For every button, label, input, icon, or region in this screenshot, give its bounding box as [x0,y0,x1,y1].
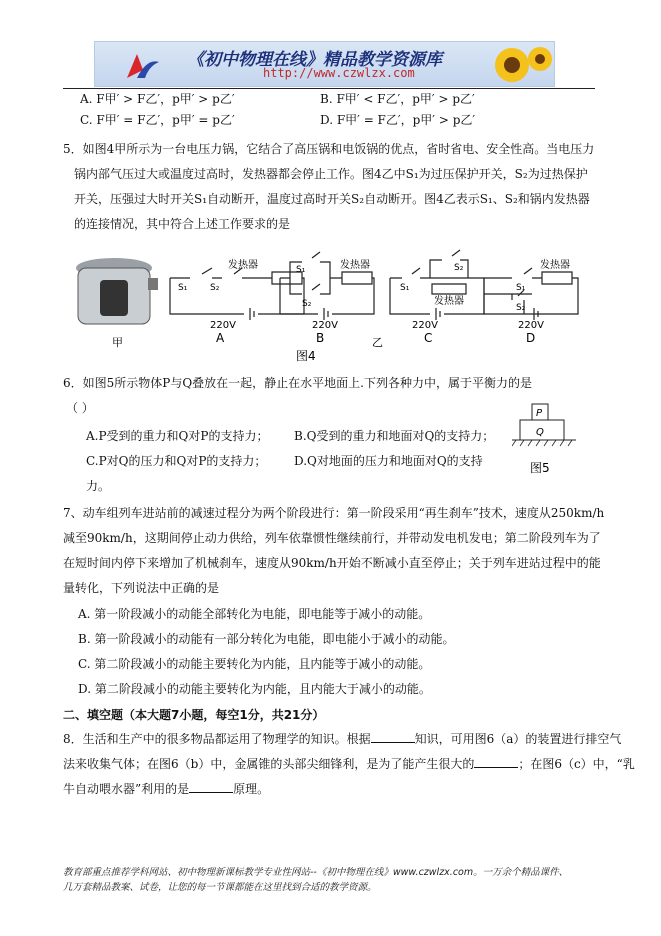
q7-line: 在短时间内停下来增加了机械刹车，速度从90km/h开始不断减小直至停止；关于列车进站过程中的能 [63,556,601,570]
q5-line: 开关，压强过大时开关S₁自动断开，温度过高时开关S₂自动断开。图4乙表示S₁、S₂和锅内发热器 [74,192,590,206]
label-jia: 甲 [112,336,123,349]
section-title: 二、填空题（本大题7小题，每空1分，共21分） [63,708,325,722]
heater-label: 发热器 [540,260,570,271]
footer-line-2: 几万套精品教案、试卷，让您的每一节课都能在这里找到合适的教学资源。 [63,882,377,893]
banner-url: http://www.czwlzx.com [263,66,415,80]
figure-5 [512,402,578,480]
q7-line: 减至90km/h，这期间停止动力供给，列车依靠惯性继续前行，并带动发电机发电；第二阶段列车为了 [63,531,601,545]
figure-5-caption: 图5 [530,461,550,475]
figure-4-caption: 图4 [296,349,316,363]
q7-option-a: A. 第一阶段减小的动能全部转化为电能，即电能等于减小的动能。 [78,607,431,621]
q7-option-c: C. 第二阶段减小的动能主要转化为内能，且内能等于减小的动能。 [78,657,431,671]
q6-option-c: C.P对Q的压力和Q对P的支持力； [86,454,267,468]
s1-label: S₁ [400,283,410,293]
q6-option-d: D.Q对地面的压力和地面对Q的支持 [294,454,483,468]
q6-option-d-cont: 力。 [86,479,111,493]
q8-text: 8．生活和生产中的很多物品都运用了物理学的知识。根据 [63,732,371,746]
q8-text: ；在图6（c）中，“乳 [518,757,635,771]
answer-blank[interactable] [189,779,233,793]
q8-text: 法来收集气体；在图6（b）中，金属锥的头部尖细锋利，是为了能产生很大的 [63,757,475,771]
circuit-letter: B [316,331,325,345]
fig5-p-label: P [536,408,543,419]
s1-label: S₁ [516,283,526,293]
footer-line-1: 教育部重点推荐学科网站、初中物理新课标教学专业性网站--《初中物理在线》www.czwlzx.com。一万余个精品课件、 [63,867,569,878]
q8-line-2 [63,754,635,773]
fig5-q-label: Q [536,427,544,438]
q6-answer-paren: （ ） [66,401,94,415]
heater-label: 发热器 [228,260,258,271]
q8-line-3 [63,779,269,798]
s2-label: S₂ [210,283,220,293]
voltage-label: 220V [518,320,544,331]
voltage-label: 220V [312,320,338,331]
q7-line: 7、动车组列车进站前的减速过程分为两个阶段进行：第一阶段采用“再生刹车”技术，速度从250km/h [63,506,605,520]
s2-label: S₂ [454,263,464,273]
q5-line: 5．如图4甲所示为一台电压力锅，它结合了高压锅和电饭锅的优点，省时省电、安全性高。当电压力 [63,142,595,156]
q5-line: 的连接情况，其中符合上述工作要求的是 [74,217,291,231]
q7-option-b: B. 第一阶段减小的动能有一部分转化为电能，即电能小于减小的动能。 [78,632,455,646]
s2-label: S₂ [516,303,526,313]
q7-line: 量转化，下列说法中正确的是 [63,581,220,595]
s1-label: S₁ [178,283,188,293]
answer-blank[interactable] [474,754,518,768]
q8-text: 牛自动喂水器”利用的是 [63,782,190,796]
q6-stem: 6．如图5所示物体P与Q叠放在一起，静止在水平地面上.下列各种力中，属于平衡力的是 [63,376,532,390]
circuit-letter: C [424,331,433,345]
figure-4 [72,238,592,368]
q6-option-a: A.P受到的重力和Q对P的支持力； [86,429,269,443]
voltage-label: 220V [210,320,236,331]
q7-option-d: D. 第二阶段减小的动能主要转化为内能，且内能大于减小的动能。 [78,682,431,696]
q6-option-b: B.Q受到的重力和地面对Q的支持力； [294,429,495,443]
voltage-label: 220V [412,320,438,331]
q8-text: 原理。 [233,782,270,796]
q4-option-a: A. F甲′ > F乙′，p甲′ > p乙′ [80,92,235,106]
answer-blank[interactable] [371,729,415,743]
circuit-letter: A [216,331,225,345]
header-banner [94,41,555,87]
s2-label: S₂ [302,299,312,309]
q4-option-d: D. F甲′ = F乙′，p甲′ > p乙′ [320,113,476,127]
q5-line: 锅内部气压过大或温度过高时，发热器都会停止工作。图4乙中S₁为过压保护开关，S₂为过热保护 [74,167,588,181]
banner-title: 《初中物理在线》精品教学资源库 [187,50,442,70]
header-rule [63,88,595,89]
heater-label: 发热器 [340,260,370,271]
heater-label: 发热器 [434,296,464,307]
circuit-letter: D [526,331,536,345]
sunflower-icon [490,43,552,85]
pressure-cooker-icon [76,258,158,324]
q4-option-b: B. F甲′ < F乙′，p甲′ > p乙′ [320,92,475,106]
q8-line-1 [63,729,621,748]
s1-label: S₁ [296,265,306,275]
q8-text: 知识，可用图6（a）的装置进行排空气 [414,732,622,746]
q4-option-c: C. F甲′ = F乙′，p甲′ = p乙′ [80,113,235,127]
label-yi: 乙 [372,336,383,349]
logo-icon [123,48,163,82]
